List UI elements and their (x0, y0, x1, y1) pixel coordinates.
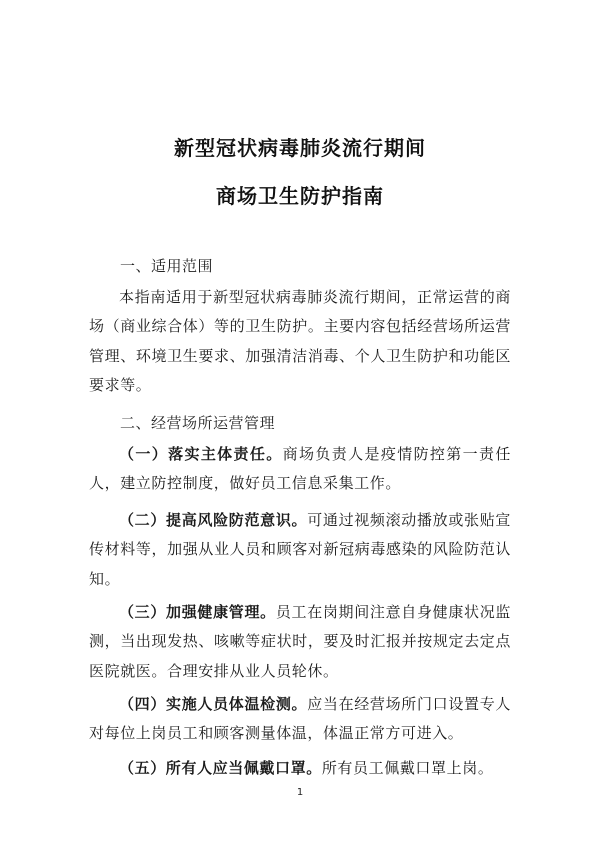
item-4 (89, 690, 511, 749)
item-2-lead: （二）提高风险防范意识。 (119, 511, 308, 529)
item-3-text: 员工在岗期间注意自身健康状况监测，当出现发热、咳嗽等症状时，要及时汇报并按规定去定点医院就医。合理安排从业人员轮休。 (89, 603, 511, 680)
item-2 (89, 506, 511, 594)
section-2-heading: 二、经营场所运营管理 (120, 414, 276, 432)
item-5 (89, 754, 511, 783)
section-1-body (89, 283, 511, 400)
section-1-paragraph: 本指南适用于新型冠状病毒肺炎流行期间，正常运营的商场（商业综合体）等的卫生防护。主要内容包括经营场所运营管理、环境卫生要求、加强清洁消毒、个人卫生防护和功能区要求等。 (89, 288, 511, 394)
item-5-lead: （五）所有人应当佩戴口罩。 (119, 759, 322, 777)
item-4-lead: （四）实施人员体温检测。 (119, 695, 308, 713)
item-5-text: 所有员工佩戴口罩上岗。 (321, 759, 494, 777)
item-1-text: 商场负责人是疫情防控第一责任人，建立防控制度，做好员工信息采集工作。 (89, 445, 511, 493)
page-number: 1 (296, 787, 304, 798)
item-1 (89, 440, 511, 499)
item-4-text: 应当在经营场所门口设置专人对每位上岗员工和顾客测量体温，体温正常方可进入。 (89, 695, 511, 743)
section-1-heading: 一、适用范围 (120, 257, 214, 275)
item-2-text: 可通过视频滚动播放或张贴宣传材料等，加强从业人员和顾客对新冠病毒感染的风险防范认知。 (89, 511, 511, 588)
title-line-2: 商场卫生防护指南 (216, 184, 384, 208)
title-line-1: 新型冠状病毒肺炎流行期间 (174, 136, 426, 160)
item-3 (89, 598, 511, 686)
item-1-lead: （一）落实主体责任。 (119, 445, 283, 463)
item-3-lead: （三）加强健康管理。 (119, 603, 276, 621)
